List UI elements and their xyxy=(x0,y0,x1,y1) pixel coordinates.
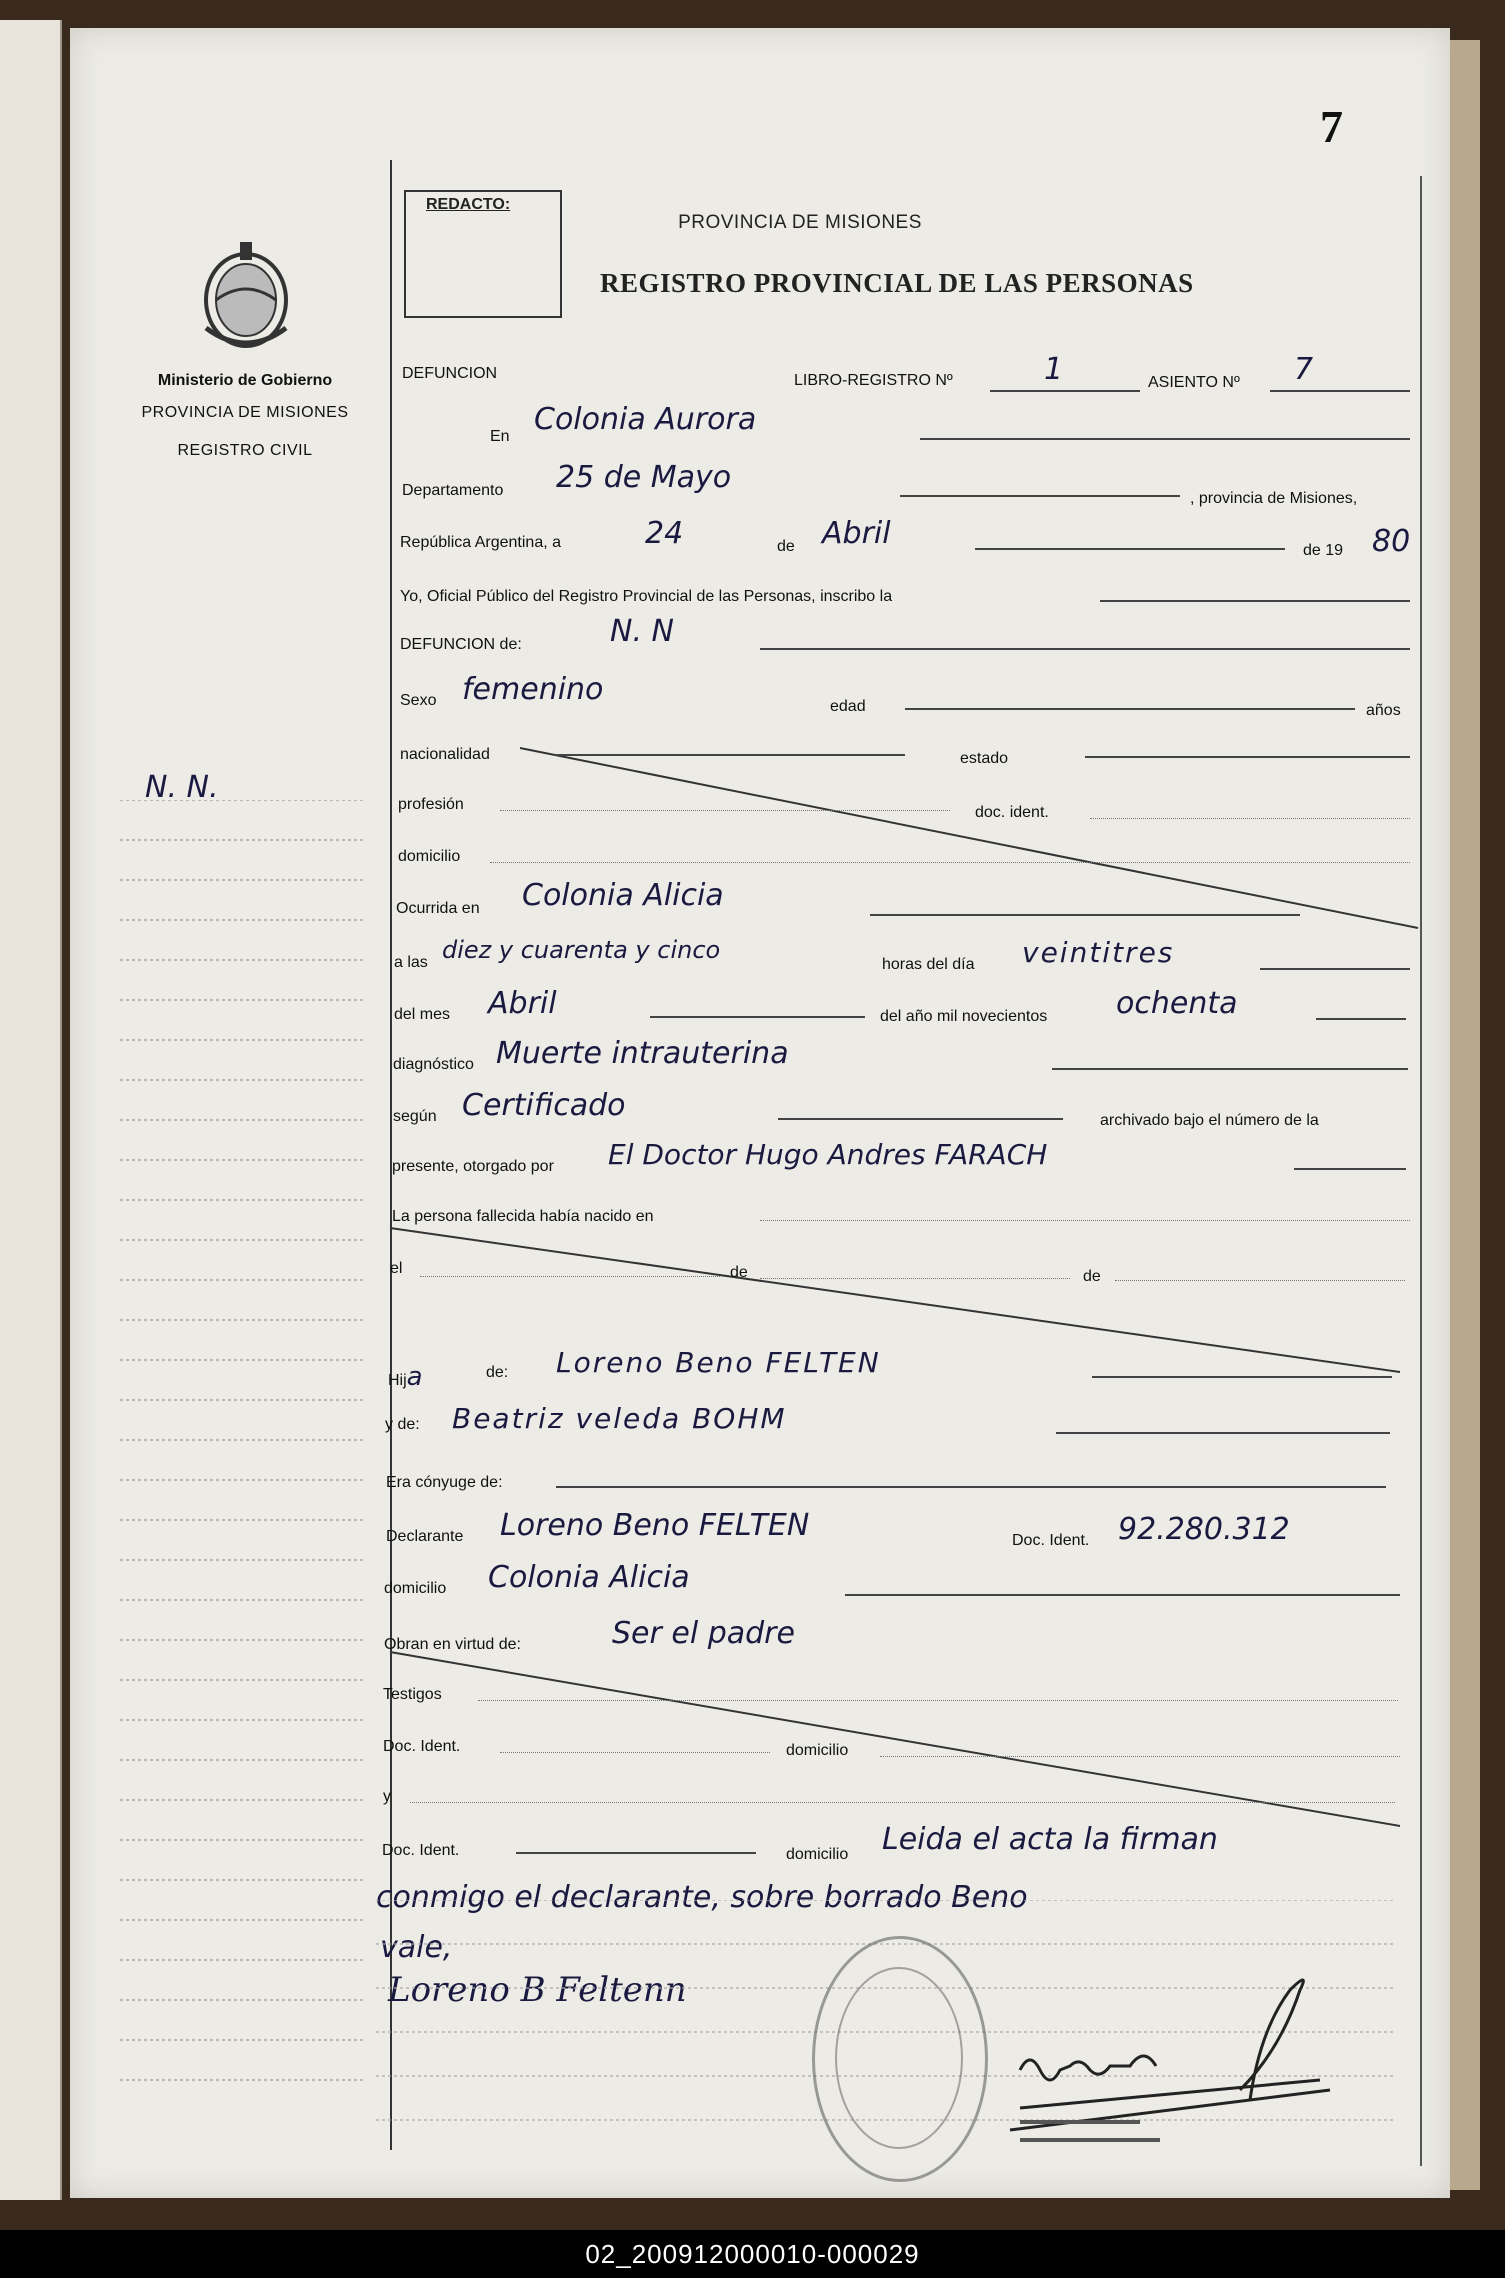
hij-label: Hija xyxy=(388,1362,423,1392)
declarante-label: Declarante xyxy=(386,1528,464,1545)
segun-label: según xyxy=(393,1108,437,1125)
profesion-dots xyxy=(500,810,950,811)
y-dots xyxy=(410,1802,1395,1803)
doc-ident-testigo1-label: Doc. Ident. xyxy=(383,1738,461,1755)
mes-line xyxy=(650,1016,865,1018)
closing-line-1: Leida el acta la firman xyxy=(882,1822,1218,1857)
diagnostico-line xyxy=(1052,1068,1408,1070)
domicilio-label: domicilio xyxy=(398,848,461,865)
defuncion-de-line xyxy=(760,648,1410,650)
month-value: Abril xyxy=(822,516,891,551)
de-b-label: de xyxy=(1083,1268,1101,1285)
official-signature-icon xyxy=(990,1970,1370,2170)
libro-value: 1 xyxy=(1044,352,1064,387)
persona-nacido-dots xyxy=(760,1220,1410,1221)
otorgado-line xyxy=(1294,1168,1406,1170)
libro-line xyxy=(990,390,1140,392)
y-label: y xyxy=(383,1788,391,1805)
del-mes-label: del mes xyxy=(394,1006,451,1023)
de-a-label: de xyxy=(730,1264,748,1281)
domicilio-declarante-value: Colonia Alicia xyxy=(488,1560,690,1595)
el-dots xyxy=(420,1276,720,1277)
ocurrida-label: Ocurrida en xyxy=(396,900,480,917)
image-caption: 02_200912000010-000029 xyxy=(0,2230,1505,2278)
domicilio-dots xyxy=(490,862,1410,863)
testigos-dots xyxy=(478,1700,1398,1701)
doc-ident-testigo1-dots xyxy=(500,1752,770,1753)
doc-ident-value: 92.280.312 xyxy=(1118,1512,1290,1547)
yo-label: Yo, Oficial Público del Registro Provincial de las Personas, inscribo la xyxy=(400,588,893,605)
left-registry-title: REGISTRO CIVIL xyxy=(177,442,313,459)
margin-note: N. N. xyxy=(145,770,219,805)
a-las-value: diez y cuarenta y cinco xyxy=(442,936,721,964)
day-value: 24 xyxy=(645,516,684,551)
asiento-line xyxy=(1270,390,1410,392)
ocurrida-value: Colonia Alicia xyxy=(522,878,724,913)
persona-nacido-label: La persona fallecida había nacido en xyxy=(392,1208,654,1225)
registry-heading: REGISTRO PROVINCIAL DE LAS PERSONAS xyxy=(600,268,1194,298)
el-label: el xyxy=(390,1260,403,1277)
anos-label: años xyxy=(1366,702,1401,719)
testigos-label: Testigos xyxy=(383,1686,442,1703)
doc-ident-dots xyxy=(1090,818,1410,819)
page-number: 7 xyxy=(1320,101,1343,152)
estado-line xyxy=(1085,756,1410,758)
republica-label: República Argentina, a xyxy=(400,534,561,551)
en-label: En xyxy=(490,428,510,445)
libro-label: LIBRO-REGISTRO Nº xyxy=(794,372,953,389)
closing-line-3: vale, xyxy=(380,1930,453,1965)
de-a-dots xyxy=(760,1278,1070,1279)
padre-de-label: de: xyxy=(486,1364,509,1381)
nacionalidad-line xyxy=(555,754,905,756)
hij-suffix: a xyxy=(406,1362,423,1392)
segun-line xyxy=(778,1118,1063,1120)
defuncion-de-value: N. N xyxy=(610,614,674,649)
mes-value: Abril xyxy=(488,986,557,1021)
doc-ident-declarante-label: Doc. Ident. xyxy=(1012,1532,1090,1549)
ano-value: ochenta xyxy=(1116,986,1238,1021)
padre-value: Loreno Beno FELTEN xyxy=(556,1346,881,1379)
presente-label: presente, otorgado por xyxy=(392,1158,554,1175)
ano-line xyxy=(1316,1018,1406,1020)
defuncion-de-label: DEFUNCION de: xyxy=(400,636,522,653)
official-stamp-icon xyxy=(812,1936,988,2182)
yo-line xyxy=(1100,600,1410,602)
en-value: Colonia Aurora xyxy=(534,402,757,437)
doc-ident-testigo2-line xyxy=(516,1852,756,1854)
doc-ident-testigo2-label: Doc. Ident. xyxy=(382,1842,460,1859)
archivado-label: archivado bajo el número de la xyxy=(1100,1112,1319,1129)
madre-value: Beatriz veleda BOHM xyxy=(452,1402,787,1435)
redacto-label: REDACTO: xyxy=(426,196,511,213)
edad-line xyxy=(905,708,1355,710)
domicilio-testigo2-label: domicilio xyxy=(786,1846,849,1863)
obran-label: Obran en virtud de: xyxy=(384,1636,521,1653)
departamento-line xyxy=(900,495,1180,497)
edad-label: edad xyxy=(830,698,866,715)
declarante-value: Loreno Beno FELTEN xyxy=(500,1508,810,1543)
a-las-label: a las xyxy=(394,954,428,971)
defuncion-heading: DEFUNCION xyxy=(402,365,498,382)
conyuge-line xyxy=(556,1486,1386,1488)
ministry-title: Ministerio de Gobierno xyxy=(157,372,333,389)
estado-label: estado xyxy=(960,750,1009,767)
stamp-inner-ring-icon xyxy=(835,1967,963,2149)
obran-value: Ser el padre xyxy=(612,1616,795,1651)
de-b-dots xyxy=(1115,1280,1405,1281)
padre-line xyxy=(1092,1376,1392,1378)
year-prefix-label: de 19 xyxy=(1303,542,1344,559)
asiento-label: ASIENTO Nº xyxy=(1148,374,1240,391)
segun-value: Certificado xyxy=(462,1088,626,1123)
de-label: de xyxy=(777,538,795,555)
year-value: 80 xyxy=(1372,524,1411,559)
madre-line xyxy=(1056,1432,1390,1434)
dia-line xyxy=(1260,968,1410,970)
sexo-label: Sexo xyxy=(400,692,437,709)
province-heading: PROVINCIA DE MISIONES xyxy=(678,212,922,233)
diagnostico-value: Muerte intrauterina xyxy=(496,1036,789,1071)
domicilio-testigo1-dots xyxy=(880,1756,1400,1757)
domicilio-declarante-label: domicilio xyxy=(384,1580,447,1597)
asiento-value: 7 xyxy=(1294,352,1314,387)
declarant-signature: Loreno B Feltenn xyxy=(388,1970,687,2010)
provincia-label: , provincia de Misiones, xyxy=(1190,490,1358,507)
sexo-value: femenino xyxy=(462,672,604,707)
doc-ident-label: doc. ident. xyxy=(975,804,1049,821)
horas-label: horas del día xyxy=(882,956,975,973)
dia-value: veintitres xyxy=(1022,936,1175,969)
en-line xyxy=(920,438,1410,440)
domicilio-testigo1-label: domicilio xyxy=(786,1742,849,1759)
closing-line-2: conmigo el declarante, sobre borrado Beno xyxy=(376,1880,1028,1915)
otorgado-value: El Doctor Hugo Andres FARACH xyxy=(608,1138,1048,1171)
diagnostico-label: diagnóstico xyxy=(393,1056,474,1073)
profesion-label: profesión xyxy=(398,796,464,813)
left-province-title: PROVINCIA DE MISIONES xyxy=(141,404,349,421)
y-de-label: y de: xyxy=(385,1416,420,1433)
departamento-value: 25 de Mayo xyxy=(556,460,732,495)
ocurrida-line xyxy=(870,914,1300,916)
del-ano-label: del año mil novecientos xyxy=(880,1008,1048,1025)
nacionalidad-label: nacionalidad xyxy=(400,746,490,763)
domicilio-declarante-line xyxy=(845,1594,1400,1596)
conyuge-label: Era cónyuge de: xyxy=(386,1474,503,1491)
departamento-label: Departamento xyxy=(402,482,504,499)
month-line xyxy=(975,548,1285,550)
